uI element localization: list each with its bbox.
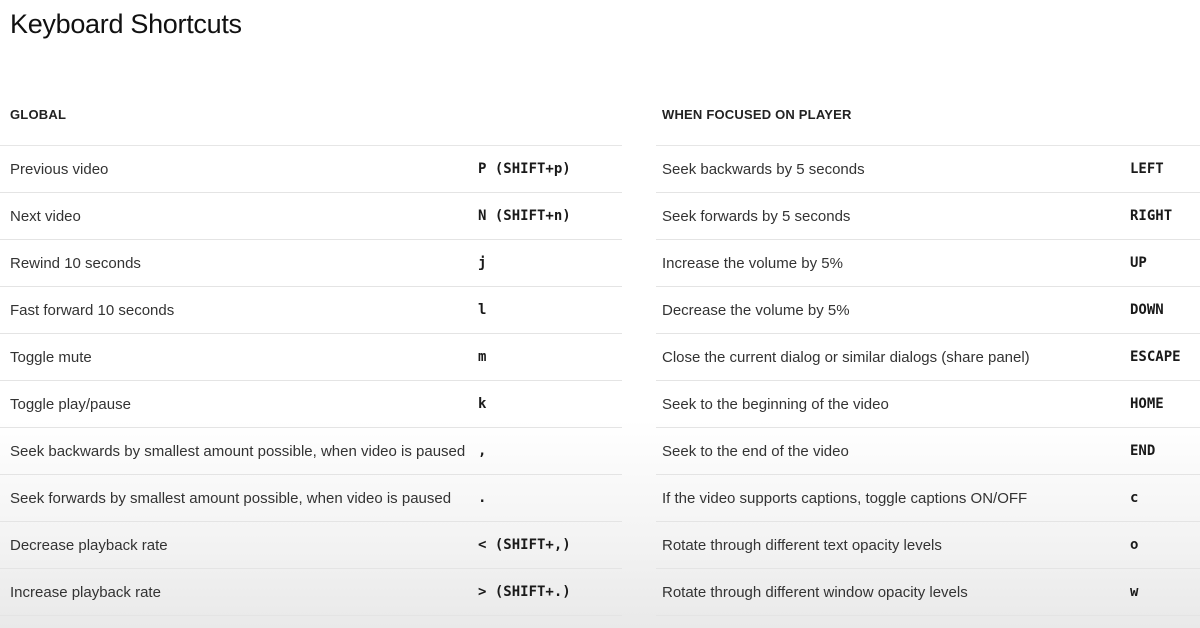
- shortcut-label: Seek backwards by smallest amount possible, when video is paused: [10, 442, 466, 460]
- global-shortcuts-list: [0, 146, 622, 616]
- shortcut-label: Decrease playback rate: [10, 536, 168, 554]
- player-shortcuts-list: [656, 146, 1200, 616]
- shortcut-key: w: [1130, 584, 1139, 600]
- shortcut-row: [0, 287, 622, 334]
- global-shortcuts-section: [0, 98, 622, 616]
- shortcut-label: Rewind 10 seconds: [10, 254, 141, 272]
- shortcut-key: < (SHIFT+,): [478, 537, 571, 553]
- shortcut-row: [0, 146, 622, 193]
- shortcut-key: HOME: [1130, 396, 1164, 412]
- shortcut-key: m: [478, 349, 487, 365]
- shortcut-key: P (SHIFT+p): [478, 161, 571, 177]
- section-heading-global: GLOBAL: [0, 98, 622, 146]
- shortcut-label: Seek to the beginning of the video: [662, 395, 889, 413]
- shortcut-key: UP: [1130, 255, 1147, 271]
- shortcut-row: [656, 522, 1200, 569]
- section-heading-player: WHEN FOCUSED ON PLAYER: [656, 98, 1200, 146]
- shortcut-label: Rotate through different window opacity levels: [662, 583, 968, 601]
- shortcut-key: N (SHIFT+n): [478, 208, 571, 224]
- shortcut-row: [656, 381, 1200, 428]
- shortcut-row: [656, 240, 1200, 287]
- shortcut-row: [0, 475, 622, 522]
- page-title: Keyboard Shortcuts: [10, 9, 242, 39]
- shortcut-key: > (SHIFT+.): [478, 584, 571, 600]
- shortcut-label: If the video supports captions, toggle captions ON/OFF: [662, 489, 1028, 507]
- shortcut-label: Previous video: [10, 160, 109, 178]
- shortcut-key: LEFT: [1130, 161, 1164, 177]
- shortcut-label: Decrease the volume by 5%: [662, 301, 850, 319]
- shortcut-key: l: [478, 302, 487, 318]
- shortcut-key: DOWN: [1130, 302, 1164, 318]
- shortcut-row: [656, 287, 1200, 334]
- shortcut-key: o: [1130, 537, 1139, 553]
- shortcut-row: [0, 334, 622, 381]
- shortcut-label: Rotate through different text opacity levels: [662, 536, 942, 554]
- shortcut-row: [656, 193, 1200, 240]
- shortcut-row: [0, 381, 622, 428]
- shortcut-row: [656, 475, 1200, 522]
- shortcut-row: [0, 428, 622, 475]
- shortcut-label: Toggle mute: [10, 348, 92, 366]
- player-shortcuts-section: [656, 98, 1200, 616]
- shortcut-key: .: [478, 490, 487, 506]
- shortcut-row: [0, 522, 622, 569]
- shortcut-label: Increase playback rate: [10, 583, 161, 601]
- shortcut-label: Seek to the end of the video: [662, 442, 849, 460]
- shortcut-key: END: [1130, 443, 1156, 459]
- shortcut-label: Close the current dialog or similar dialogs (share panel): [662, 348, 1030, 366]
- shortcut-row: [0, 569, 622, 616]
- shortcut-label: Next video: [10, 207, 81, 225]
- shortcut-label: Seek forwards by smallest amount possible, when video is paused: [10, 489, 452, 507]
- shortcut-label: Increase the volume by 5%: [662, 254, 843, 272]
- shortcut-row: [656, 569, 1200, 616]
- shortcut-row: [656, 146, 1200, 193]
- shortcut-row: [656, 428, 1200, 475]
- shortcut-label: Toggle play/pause: [10, 395, 131, 413]
- shortcut-label: Seek forwards by 5 seconds: [662, 207, 851, 225]
- shortcut-row: [0, 193, 622, 240]
- shortcut-label: Seek backwards by 5 seconds: [662, 160, 865, 178]
- shortcut-label: Fast forward 10 seconds: [10, 301, 175, 319]
- shortcut-key: ,: [478, 443, 487, 459]
- shortcut-key: RIGHT: [1130, 208, 1173, 224]
- shortcut-key: k: [478, 396, 487, 412]
- shortcut-row: [656, 334, 1200, 381]
- shortcut-key: j: [478, 255, 487, 271]
- shortcut-row: [0, 240, 622, 287]
- shortcut-key: ESCAPE: [1130, 349, 1181, 365]
- shortcut-key: c: [1130, 490, 1139, 506]
